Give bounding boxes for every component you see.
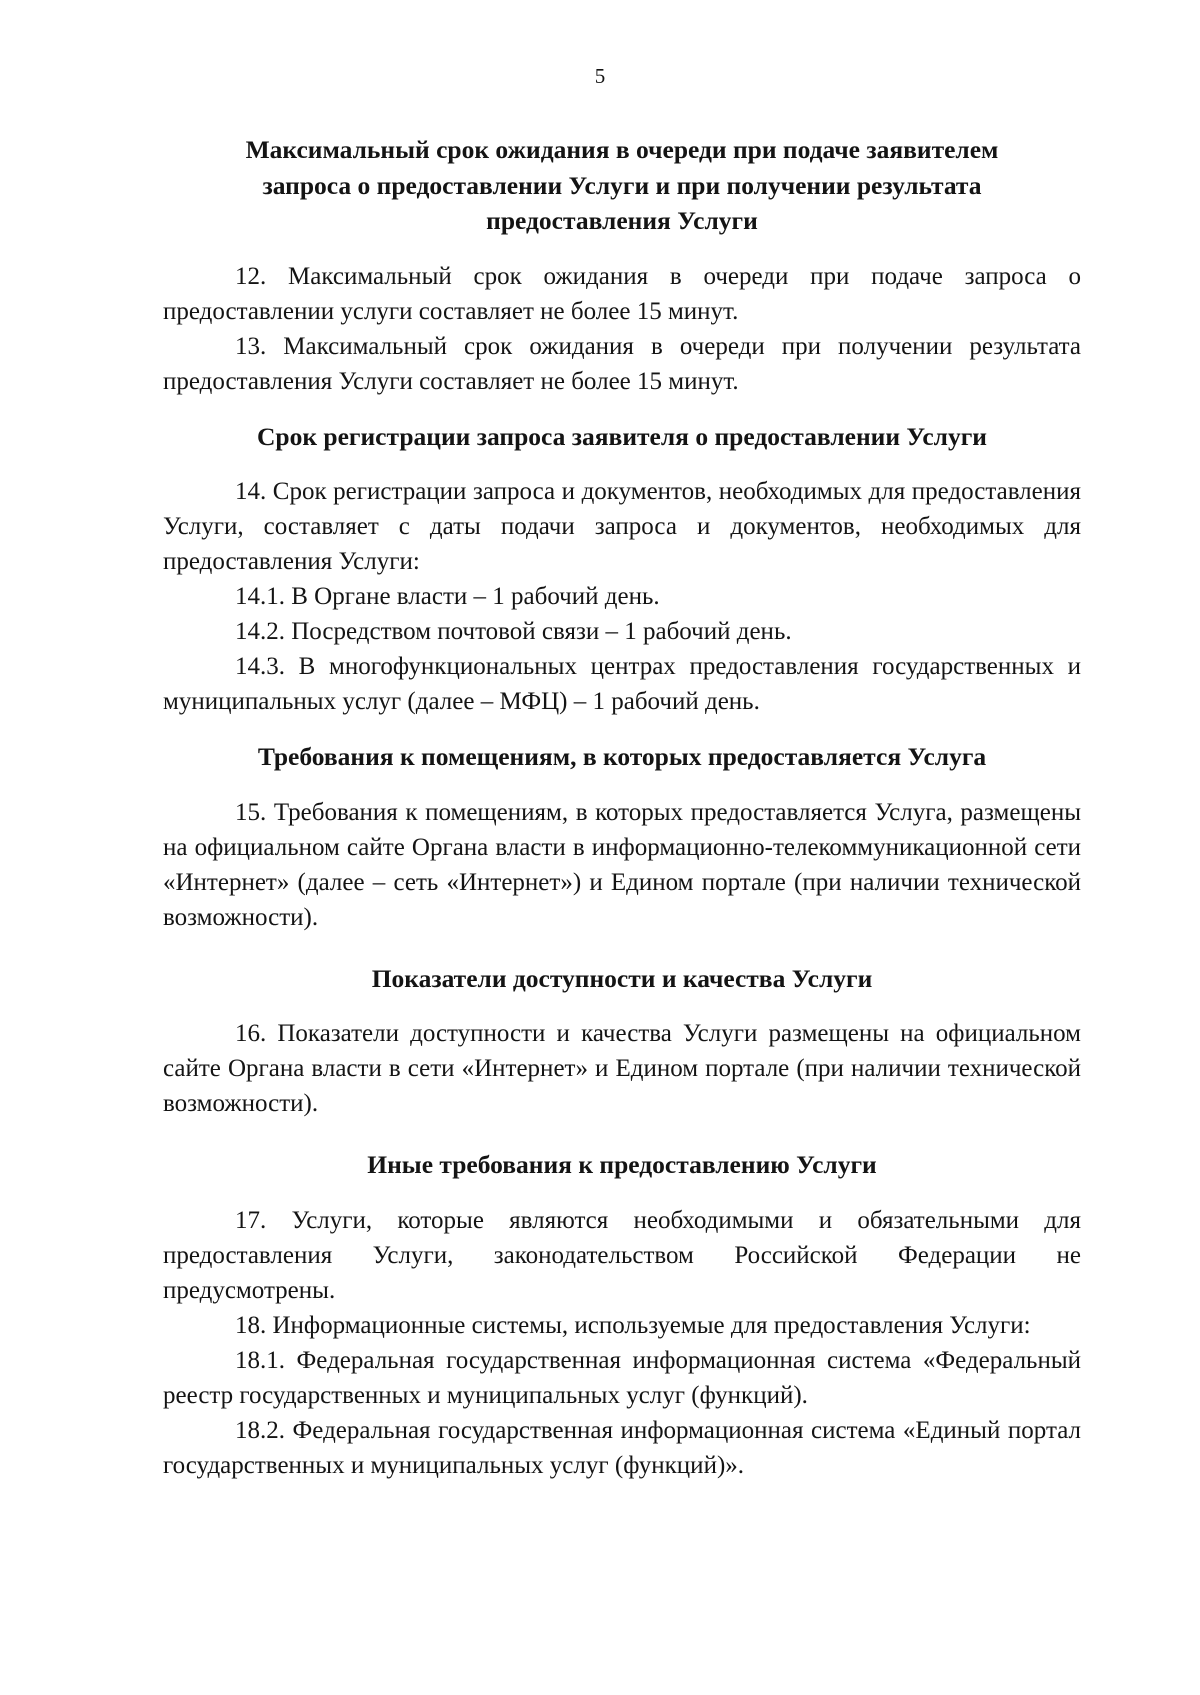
- paragraph-18-1: 18.1. Федеральная государственная информационная система «Федеральный реестр государственных и муниципальных услуг (функций).: [163, 1346, 1081, 1409]
- heading-other-requirements: Иные требования к предоставлению Услуги: [367, 1150, 877, 1179]
- heading-line: предоставления Услуги: [486, 206, 758, 235]
- page-number: 5: [594, 64, 606, 88]
- paragraph-13: 13. Максимальный срок ожидания в очереди при получении результата предоставления Услуги составляет не более 15 минут.: [163, 332, 1081, 395]
- heading-queue-waiting-time: [163, 132, 1081, 239]
- heading-premises-requirements: Требования к помещениям, в которых предоставляется Услуга: [257, 742, 987, 771]
- paragraph-12: 12. Максимальный срок ожидания в очереди при подаче запроса о предоставлении услуги составляет не более 15 минут.: [163, 262, 1081, 325]
- paragraph-18: 18. Информационные системы, используемые для предоставления Услуги:: [235, 1311, 1031, 1339]
- paragraph-14-3: 14.3. В многофункциональных центрах предоставления государственных и муниципальных услуг (далее – МФЦ) – 1 рабочий день.: [163, 653, 1081, 715]
- heading-registration-term: Срок регистрации запроса заявителя о предоставлении Услуги: [257, 421, 987, 451]
- paragraph-17: 17. Услуги, которые являются необходимыми и обязательными для предоставления Услуги, законодательством Российской Федерации не предусмотрены.: [163, 1206, 1081, 1304]
- paragraph-18-2: 18.2. Федеральная государственная информационная система «Единый портал государственных и муниципальных услуг (функций)».: [163, 1416, 1081, 1479]
- paragraph-15: 15. Требования к помещениям, в которых предоставляется Услуга, размещены на официальном сайте Органа власти в информационно-телекоммуникационной сети «Интернет» (далее – сеть «Интернет») и Едином портале (при наличии технической возможности).: [163, 798, 1081, 931]
- paragraph-14-1: 14.1. В Органе власти – 1 рабочий день.: [235, 583, 660, 610]
- document-body: [163, 132, 1081, 1483]
- heading-accessibility-quality: Показатели доступности и качества Услуги: [371, 963, 873, 993]
- heading-line: Максимальный срок ожидания в очереди при подаче заявителем: [245, 135, 999, 164]
- paragraph-14-2: 14.2. Посредством почтовой связи – 1 рабочий день.: [235, 618, 792, 645]
- paragraph-16: 16. Показатели доступности и качества Услуги размещены на официальном сайте Органа власти в сети «Интернет» и Едином портале (при наличии технической возможности).: [163, 1020, 1081, 1117]
- paragraph-14: 14. Срок регистрации запроса и документов, необходимых для предоставления Услуги, составляет с даты подачи запроса и документов, необходимых для предоставления Услуги:: [163, 478, 1081, 575]
- heading-line: запроса о предоставлении Услуги и при получении результата: [262, 170, 982, 200]
